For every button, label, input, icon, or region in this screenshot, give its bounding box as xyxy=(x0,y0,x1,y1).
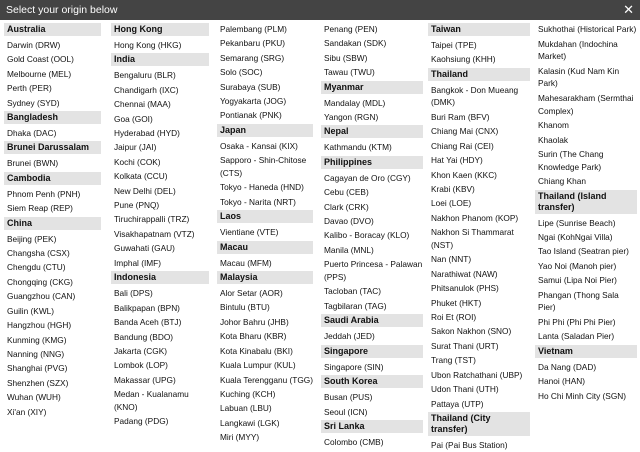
origin-option[interactable]: Puerto Princesa - Palawan (PPS) xyxy=(324,259,423,282)
region-header-philippines: Philippines xyxy=(321,156,423,169)
origin-option[interactable]: Tiruchirappalli (TRZ) xyxy=(114,214,190,225)
origin-column xyxy=(428,22,530,452)
origin-option[interactable]: Sandakan (SDK) xyxy=(324,38,387,49)
origin-option[interactable]: Roi Et (ROI) xyxy=(431,312,477,323)
origin-option[interactable]: Makassar (UPG) xyxy=(114,374,176,385)
origin-option[interactable]: Yao Noi (Manoh pier) xyxy=(538,260,617,271)
origin-option[interactable]: Da Nang (DAD) xyxy=(538,361,597,372)
region-header-australia: Australia xyxy=(4,23,101,36)
origin-option[interactable]: Surat Thani (URT) xyxy=(431,340,499,351)
region-header-brunei-darussalam: Brunei Darussalam xyxy=(4,141,101,154)
origin-option[interactable]: Surin (The Chang Knowledge Park) xyxy=(538,148,604,172)
origin-option[interactable]: Taipei (TPE) xyxy=(431,40,477,50)
origin-option[interactable]: Phi Phi (Phi Phi Pier) xyxy=(538,316,616,327)
origin-option[interactable]: Mandalay (MDL) xyxy=(324,97,386,108)
origin-option[interactable]: Chandigarh (IXC) xyxy=(114,84,179,95)
origin-option[interactable]: Lanta (Saladan Pier) xyxy=(538,331,615,342)
region-header-sri-lanka: Sri Lanka xyxy=(321,420,423,433)
origin-option[interactable]: Kaohsiung (KHH) xyxy=(431,54,496,65)
origin-option[interactable]: Imphal (IMF) xyxy=(114,257,162,268)
region-header-south-korea: South Korea xyxy=(321,375,423,388)
origin-option[interactable]: Cagayan de Oro (CGY) xyxy=(324,172,411,183)
origin-option[interactable]: Pune (PNQ) xyxy=(114,200,160,211)
origin-column xyxy=(321,22,423,449)
region-header-thailand: Thailand xyxy=(428,68,530,81)
origin-option[interactable]: Guilin (KWL) xyxy=(7,305,55,316)
origin-option[interactable]: Phnom Penh (PNH) xyxy=(7,188,81,199)
origin-option[interactable]: Bengaluru (BLR) xyxy=(114,70,176,81)
region-header-malaysia: Malaysia xyxy=(217,271,313,284)
origin-option[interactable]: Udon Thani (UTH) xyxy=(431,384,499,395)
origin-option[interactable]: Gold Coast (OOL) xyxy=(7,54,74,65)
origin-option[interactable]: Tacloban (TAC) xyxy=(324,286,382,297)
origin-option[interactable]: Balikpapan (BPN) xyxy=(114,302,180,313)
region-header-thailand-island-transfer: Thailand (Island transfer) xyxy=(535,190,637,214)
region-header-hong-kong: Hong Kong xyxy=(111,23,209,36)
origin-option[interactable]: Clark (CRK) xyxy=(324,201,369,212)
origin-option[interactable]: Sukhothai (Historical Park) xyxy=(538,24,637,34)
origin-option[interactable]: Kuching (KCH) xyxy=(220,388,276,399)
origin-option[interactable]: Brunei (BWN) xyxy=(7,158,59,169)
origin-option[interactable]: Kalasin (Kud Nam Kin Park) xyxy=(538,65,620,89)
origin-option[interactable]: Nanning (NNG) xyxy=(7,348,65,359)
origin-option[interactable]: Lipe (Sunrise Beach) xyxy=(538,217,616,228)
origin-option[interactable]: Jeddah (JED) xyxy=(324,331,375,342)
origin-option[interactable]: Hong Kong (HKG) xyxy=(114,40,182,50)
origin-option[interactable]: Guwahati (GAU) xyxy=(114,243,175,254)
origin-option[interactable]: Kunming (KMG) xyxy=(7,334,67,345)
origin-option[interactable]: Penang (PEN) xyxy=(324,24,378,34)
origin-option[interactable]: Sibu (SBW) xyxy=(324,52,368,63)
origin-option[interactable]: Tao Island (Seatran pier) xyxy=(538,246,629,257)
origin-option[interactable]: Phitsanulok (PHS) xyxy=(431,283,499,294)
origin-option[interactable]: Ubon Ratchathani (UBP) xyxy=(431,369,523,380)
region-header-taiwan: Taiwan xyxy=(428,23,530,36)
origin-option[interactable]: Cebu (CEB) xyxy=(324,187,369,198)
origin-option[interactable]: Beijing (PEK) xyxy=(7,233,57,244)
origin-option[interactable]: Tawau (TWU) xyxy=(324,67,375,78)
origin-option[interactable]: Melbourne (MEL) xyxy=(7,68,72,79)
region-header-myanmar: Myanmar xyxy=(321,81,423,94)
origin-option[interactable]: Chengdu (CTU) xyxy=(7,262,66,273)
origin-column xyxy=(111,22,209,429)
region-header-macau: Macau xyxy=(217,241,313,254)
origin-option[interactable]: Hangzhou (HGH) xyxy=(7,320,72,331)
origin-option[interactable]: Nakhon Phanom (KOP) xyxy=(431,212,519,223)
origin-option[interactable]: Kolkata (CCU) xyxy=(114,171,168,182)
origin-option[interactable]: Johor Bahru (JHB) xyxy=(220,316,289,327)
region-header-japan: Japan xyxy=(217,124,313,137)
origin-option[interactable]: Osaka - Kansai (KIX) xyxy=(220,140,298,151)
origin-column xyxy=(535,22,637,403)
origin-option[interactable]: Kuala Lumpur (KUL) xyxy=(220,360,296,371)
origin-column xyxy=(4,22,101,419)
region-header-singapore: Singapore xyxy=(321,345,423,358)
origin-option[interactable]: Jaipur (JAI) xyxy=(114,142,157,153)
origin-option[interactable]: Semarang (SRG) xyxy=(220,52,285,63)
origin-option[interactable]: Yangon (RGN) xyxy=(324,112,379,123)
origin-option[interactable]: Xi'an (XIY) xyxy=(7,406,47,417)
origin-option[interactable]: Mukdahan (Indochina Market) xyxy=(538,38,618,62)
origin-option[interactable]: Narathiwat (NAW) xyxy=(431,268,498,279)
origin-option[interactable]: Macau (MFM) xyxy=(220,257,272,268)
origin-option[interactable]: Chennai (MAA) xyxy=(114,99,171,110)
origin-option[interactable]: Hyderabad (HYD) xyxy=(114,128,180,139)
dialog-title: Select your origin below xyxy=(6,4,118,16)
origin-option[interactable]: Khaolak xyxy=(538,134,568,145)
origin-option[interactable]: Phangan (Thong Sala Pier) xyxy=(538,289,619,313)
origin-option[interactable]: Banda Aceh (BTJ) xyxy=(114,317,182,328)
origin-option[interactable]: Shanghai (PVG) xyxy=(7,363,68,374)
origin-option[interactable]: Visakhapatnam (VTZ) xyxy=(114,229,195,240)
origin-column xyxy=(217,22,313,445)
origin-option[interactable]: Trang (TST) xyxy=(431,355,476,366)
origin-option[interactable]: Khon Kaen (KKC) xyxy=(431,169,497,180)
origin-option[interactable]: Krabi (KBV) xyxy=(431,184,475,195)
region-header-nepal: Nepal xyxy=(321,125,423,138)
close-icon[interactable]: ✕ xyxy=(623,2,634,17)
origin-option[interactable]: Bali (DPS) xyxy=(114,288,153,299)
region-header-indonesia: Indonesia xyxy=(111,271,209,284)
origin-option[interactable]: Colombo (CMB) xyxy=(324,436,384,447)
origin-option[interactable]: Tagbilaran (TAG) xyxy=(324,300,387,311)
origin-option[interactable]: Kuala Terengganu (TGG) xyxy=(220,374,313,385)
origin-option[interactable]: Surabaya (SUB) xyxy=(220,81,281,92)
origin-option[interactable]: Pekanbaru (PKU) xyxy=(220,38,286,49)
origin-option[interactable]: Ho Chi Minh City (SGN) xyxy=(538,390,627,401)
origin-option[interactable]: Ngai (KohNgai Villa) xyxy=(538,231,613,242)
origin-option[interactable]: Langkawi (LGK) xyxy=(220,417,280,428)
origin-option[interactable]: Medan - Kualanamu (KNO) xyxy=(114,389,189,412)
origin-option[interactable]: Hat Yai (HDY) xyxy=(431,155,483,166)
origin-option[interactable]: Changsha (CSX) xyxy=(7,248,70,259)
origin-option[interactable]: Vientiane (VTE) xyxy=(220,227,279,238)
region-header-india: India xyxy=(111,53,209,66)
origin-option[interactable]: Kathmandu (KTM) xyxy=(324,142,392,153)
origin-option[interactable]: Phuket (HKT) xyxy=(431,297,482,308)
region-header-saudi-arabia: Saudi Arabia xyxy=(321,314,423,327)
origin-option[interactable]: Siem Reap (REP) xyxy=(7,203,73,214)
origin-option[interactable]: Wuhan (WUH) xyxy=(7,392,61,403)
origin-option[interactable]: Chiang Rai (CEI) xyxy=(431,140,494,151)
origin-option[interactable]: Lombok (LOP) xyxy=(114,360,168,371)
origin-option[interactable]: Busan (PUS) xyxy=(324,392,373,403)
origin-option[interactable]: Buri Ram (BFV) xyxy=(431,112,490,122)
region-header-china: China xyxy=(4,217,101,230)
origin-option[interactable]: Chiang Khan xyxy=(538,176,586,187)
origin-option[interactable]: Tokyo - Narita (NRT) xyxy=(220,196,296,207)
origin-option[interactable]: Palembang (PLM) xyxy=(220,24,287,34)
origin-option[interactable]: Bandung (BDO) xyxy=(114,331,174,342)
origin-option[interactable]: Pai (Pai Bus Station) xyxy=(431,439,508,450)
origin-option[interactable]: Kalibo - Boracay (KLO) xyxy=(324,230,410,241)
dialog-titlebar xyxy=(0,0,640,20)
origin-option[interactable]: Davao (DVO) xyxy=(324,216,374,227)
origin-option[interactable]: Bintulu (BTU) xyxy=(220,302,270,313)
origin-option[interactable]: Khanom xyxy=(538,120,569,131)
origin-option[interactable]: Goa (GOI) xyxy=(114,113,153,124)
region-header-vietnam: Vietnam xyxy=(535,345,637,358)
origin-option[interactable]: Sydney (SYD) xyxy=(7,97,60,108)
region-header-cambodia: Cambodia xyxy=(4,172,101,185)
origin-option[interactable]: Perth (PER) xyxy=(7,83,52,94)
origin-option[interactable]: Padang (PDG) xyxy=(114,416,169,427)
origin-option[interactable]: Guangzhou (CAN) xyxy=(7,291,76,302)
origin-option[interactable]: Solo (SOC) xyxy=(220,67,263,78)
origin-option[interactable]: Seoul (ICN) xyxy=(324,406,368,417)
origin-option[interactable]: Sakon Nakhon (SNO) xyxy=(431,326,512,337)
origin-option[interactable]: Darwin (DRW) xyxy=(7,40,61,50)
origin-option[interactable]: Kota Kinabalu (BKI) xyxy=(220,345,293,356)
origin-option[interactable]: Miri (MYY) xyxy=(220,432,260,443)
origin-option[interactable]: Bangkok - Don Mueang (DMK) xyxy=(431,84,519,108)
origin-option[interactable]: Pattaya (UTP) xyxy=(431,398,484,409)
origin-option[interactable]: Chiang Mai (CNX) xyxy=(431,126,499,137)
origin-list xyxy=(0,22,640,450)
origin-option[interactable]: Samui (Lipa Noi Pier) xyxy=(538,275,617,286)
origin-option[interactable]: Tokyo - Haneda (HND) xyxy=(220,182,304,193)
origin-option[interactable]: Kota Bharu (KBR) xyxy=(220,331,287,342)
origin-option[interactable]: New Delhi (DEL) xyxy=(114,185,176,196)
origin-option[interactable]: Singapore (SIN) xyxy=(324,361,384,372)
region-header-thailand-city-transfer: Thailand (City transfer) xyxy=(428,412,530,436)
origin-option[interactable]: Labuan (LBU) xyxy=(220,403,272,414)
origin-option[interactable]: Pontianak (PNK) xyxy=(220,110,282,121)
origin-option[interactable]: Jakarta (CGK) xyxy=(114,345,168,356)
region-header-bangladesh: Bangladesh xyxy=(4,111,101,124)
origin-option[interactable]: Sapporo - Shin-Chitose (CTS) xyxy=(220,155,307,178)
origin-option[interactable]: Nakhon Si Thammarat (NST) xyxy=(431,227,514,250)
origin-option[interactable]: Loei (LOE) xyxy=(431,198,472,209)
origin-option[interactable]: Yogyakarta (JOG) xyxy=(220,96,287,107)
origin-option[interactable]: Manila (MNL) xyxy=(324,244,374,255)
origin-option[interactable]: Chongqing (CKG) xyxy=(7,276,73,287)
origin-option[interactable]: Dhaka (DAC) xyxy=(7,128,57,139)
origin-option[interactable]: Alor Setar (AOR) xyxy=(220,288,283,299)
origin-option[interactable]: Nan (NNT) xyxy=(431,254,472,265)
origin-option[interactable]: Mahesarakham (Sermthai Complex) xyxy=(538,92,634,116)
origin-option[interactable]: Shenzhen (SZX) xyxy=(7,377,69,388)
origin-option[interactable]: Kochi (COK) xyxy=(114,156,161,167)
origin-option[interactable]: Hanoi (HAN) xyxy=(538,376,586,387)
region-header-laos: Laos xyxy=(217,210,313,223)
